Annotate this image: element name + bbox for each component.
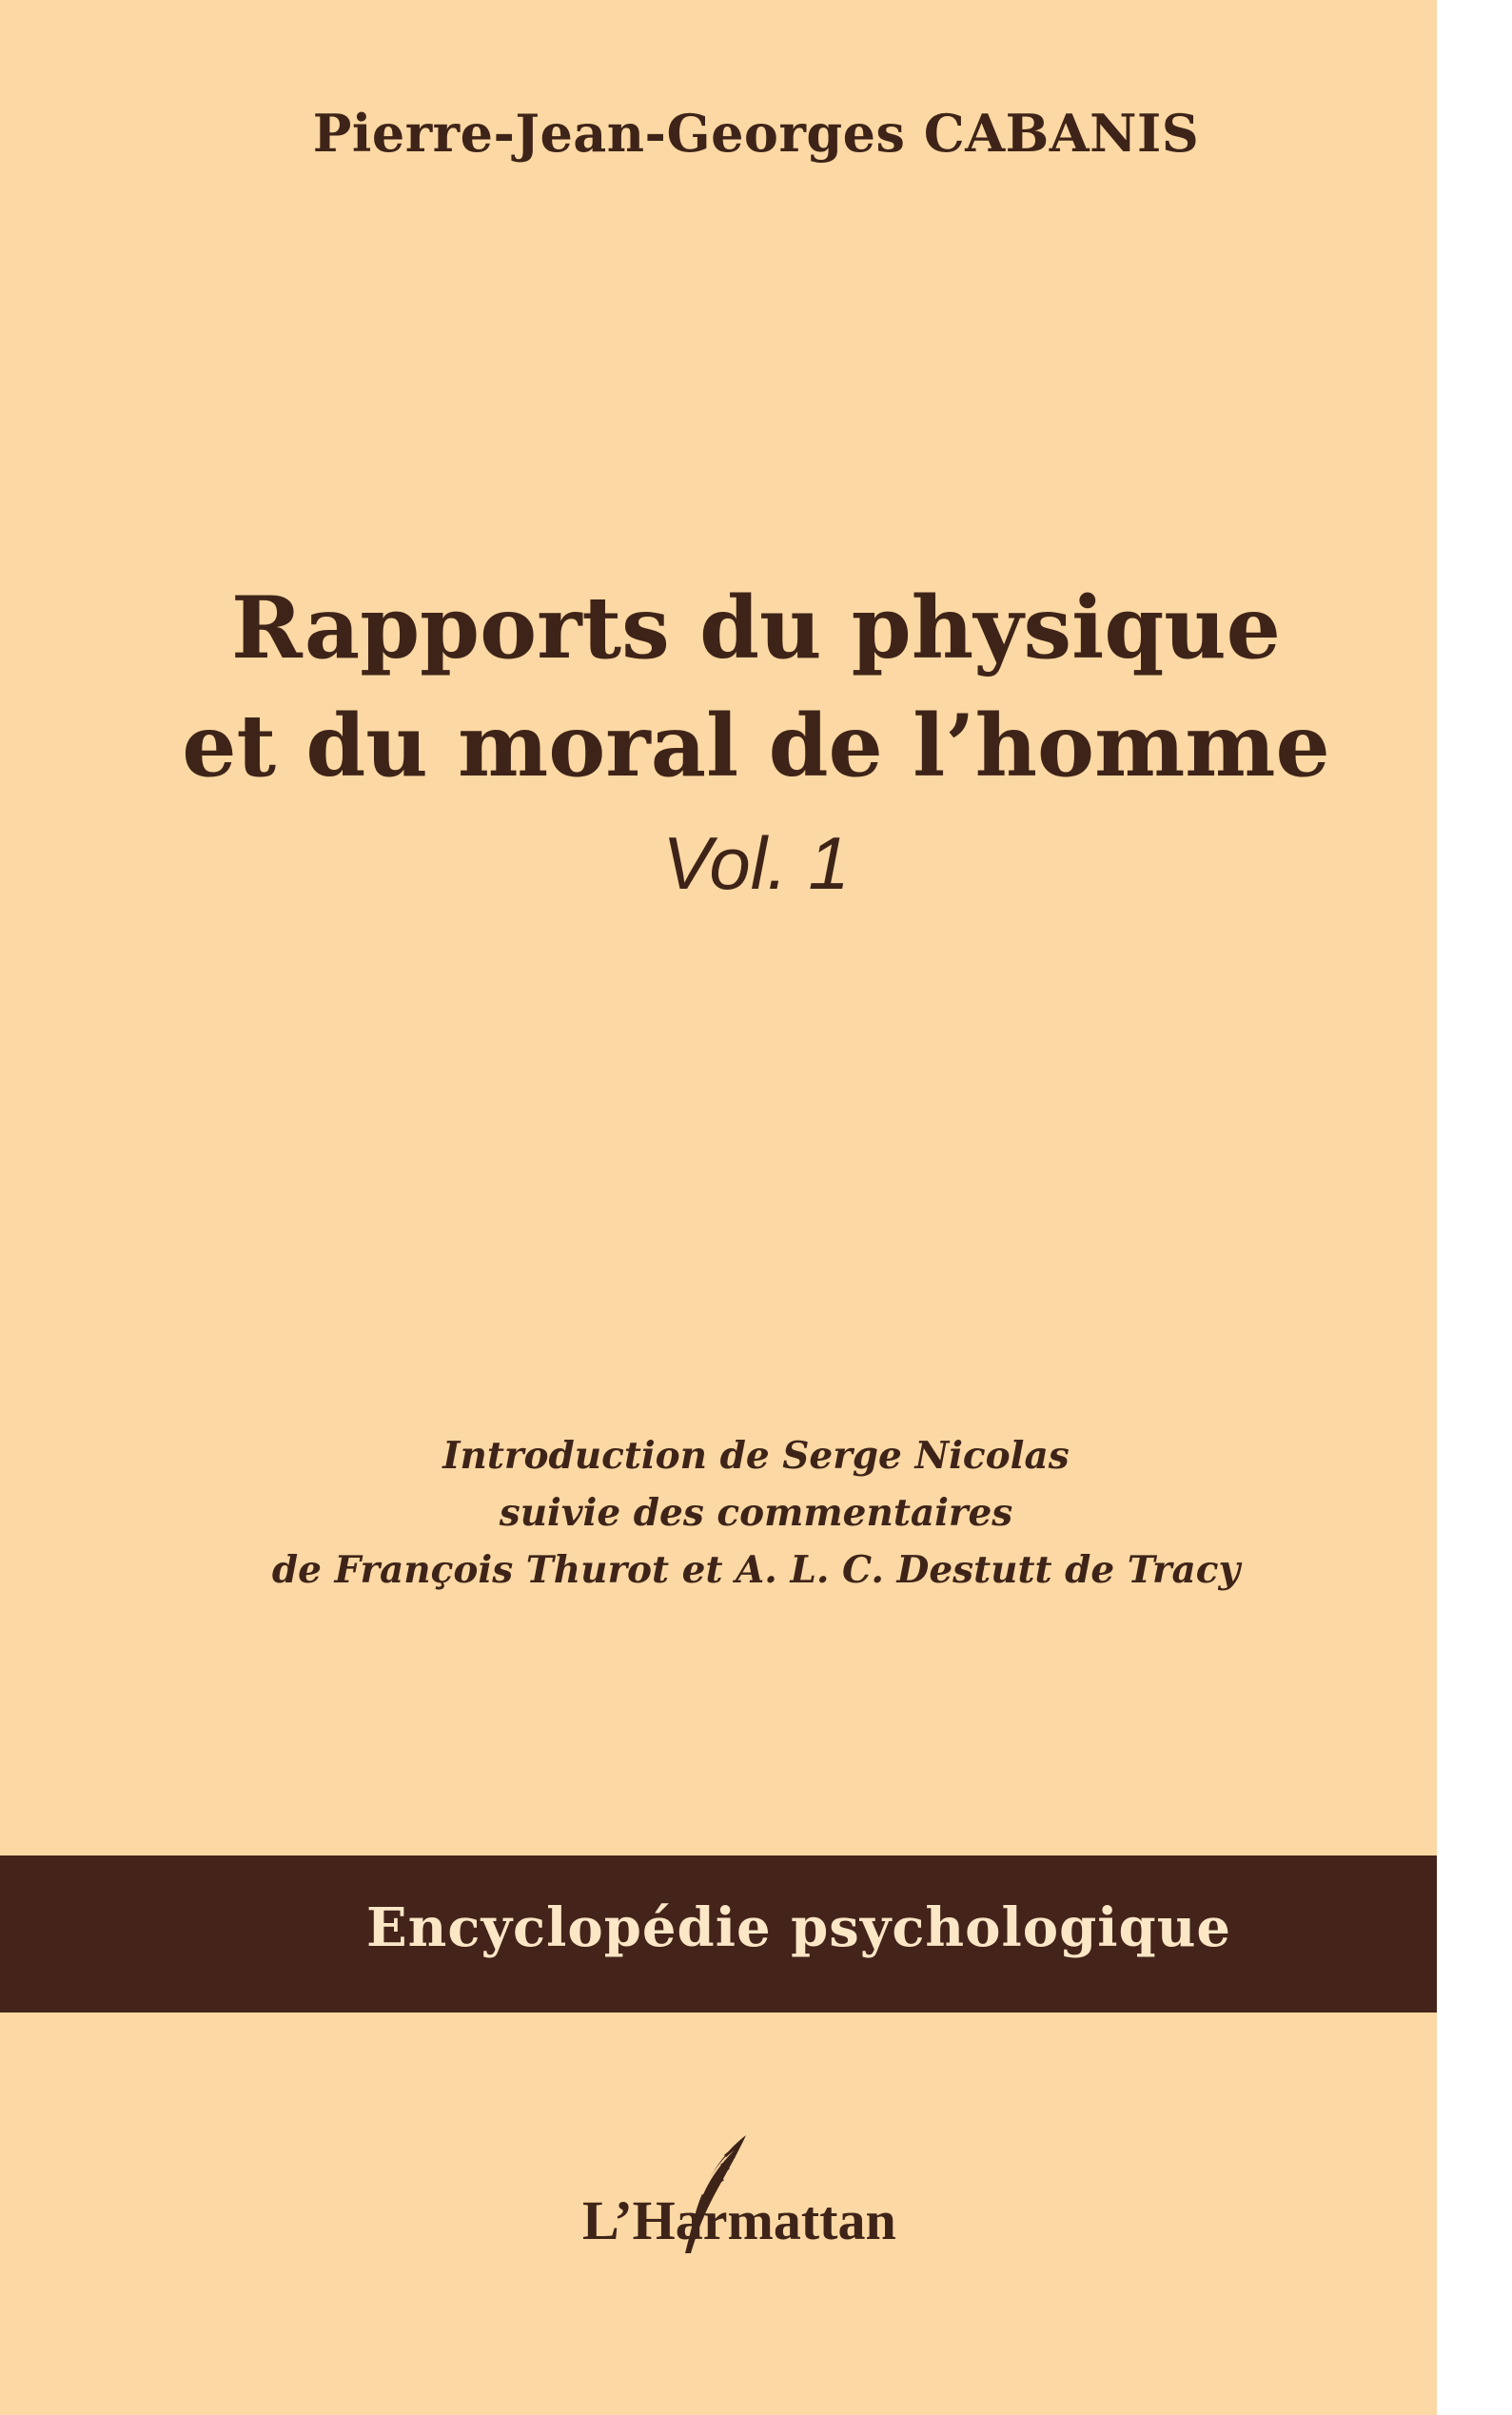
intro-line-1: Introduction de Serge Nicolas <box>442 1434 1070 1478</box>
intro-line-2: suivie des commentaires <box>499 1491 1013 1535</box>
intro-line-3: de François Thurot et A. L. C. Destutt de Tracy <box>271 1548 1241 1592</box>
publisher-logo <box>582 2131 1020 2265</box>
title-line-1: Rapports du physique <box>231 578 1281 678</box>
volume-label: Vol. 1 <box>662 821 850 905</box>
series-title: Encyclopédie psychologique <box>366 1896 1232 1959</box>
book-title <box>0 569 1512 805</box>
series-band <box>0 1855 1437 2012</box>
title-line-2: et du moral de l’homme <box>182 696 1330 796</box>
page-margin <box>1437 0 1512 2415</box>
publisher-name: L’Harmattan <box>582 2189 896 2251</box>
introduction-credits <box>0 1427 1512 1599</box>
author-name: Pierre-Jean-Georges CABANIS <box>312 103 1200 164</box>
